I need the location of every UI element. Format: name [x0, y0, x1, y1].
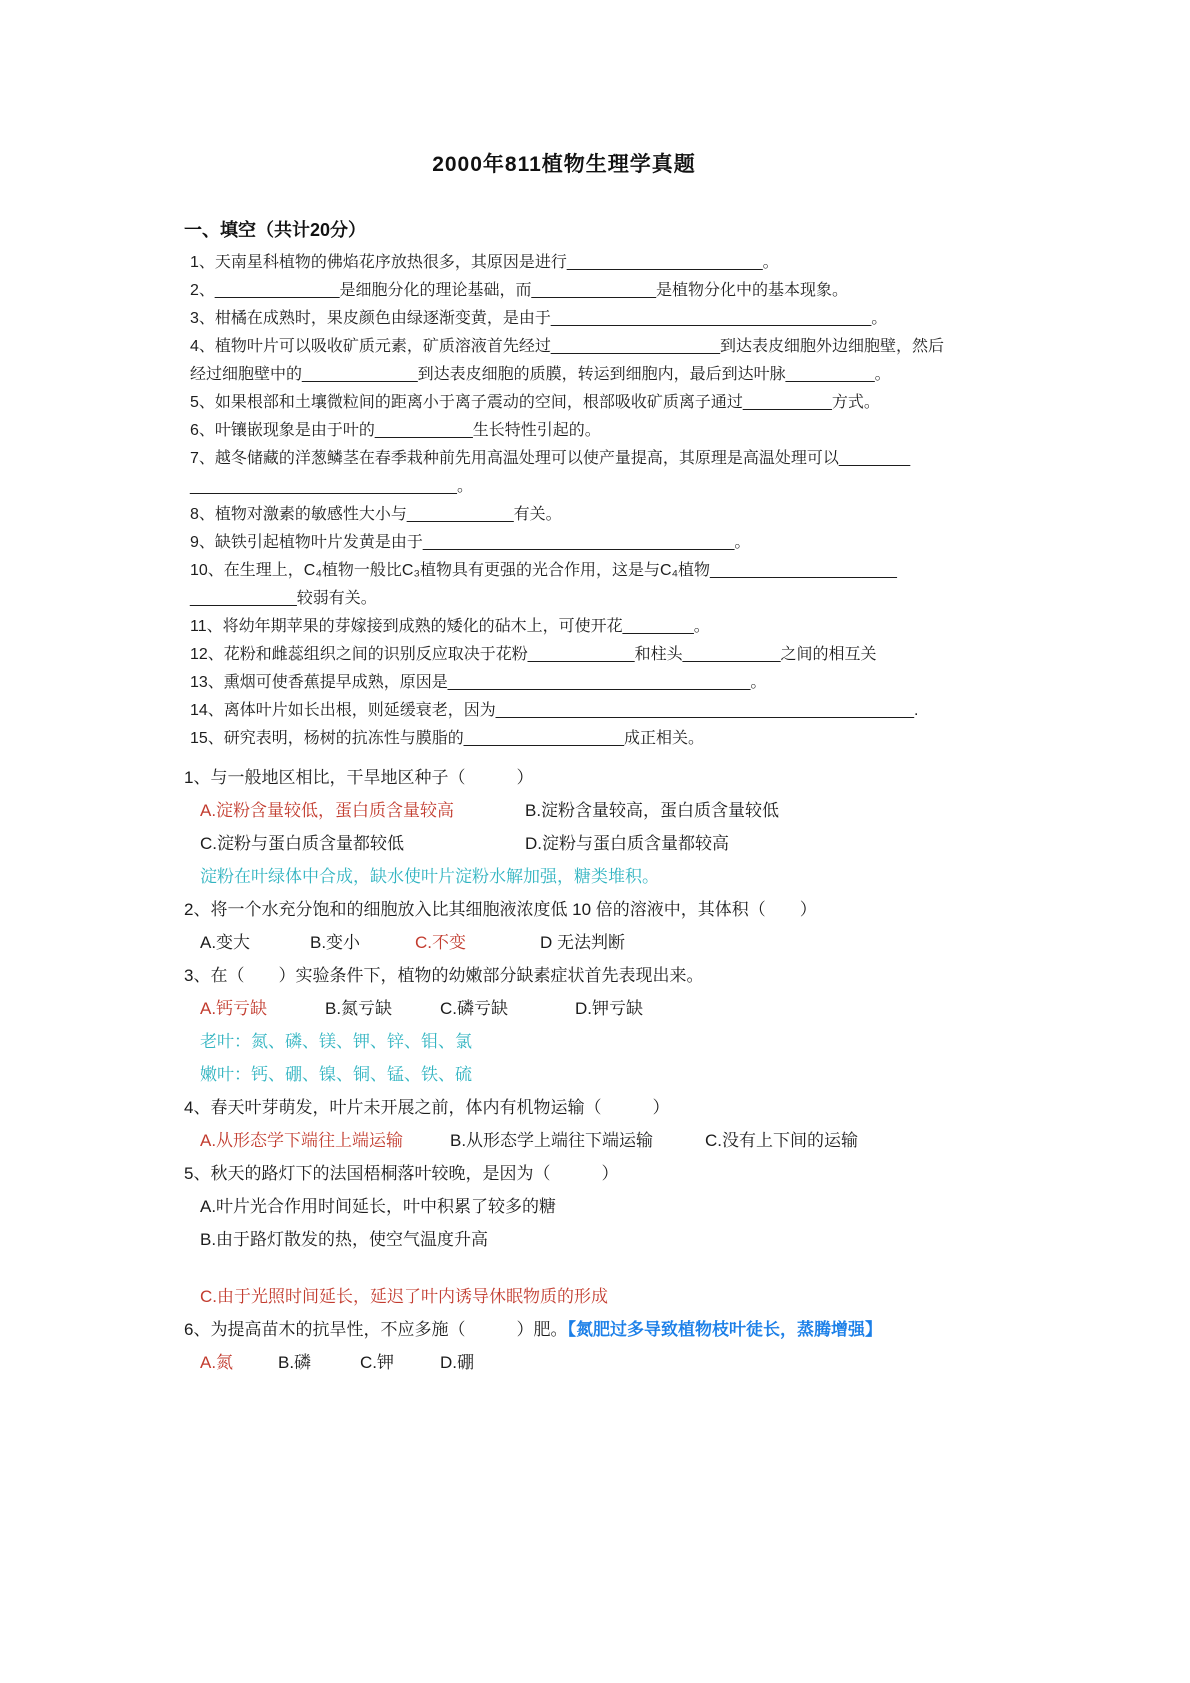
- fill-item-13: 13、熏烟可使香蕉提早成熟，原因是__________________________________。: [190, 674, 767, 691]
- mc-q4-option-b: B.从形态学上端往下端运输: [450, 1131, 654, 1150]
- mc-q4-option-a: A.从形态学下端往上端运输: [200, 1131, 404, 1150]
- fill-item-7-line-2: ______________________________。: [190, 478, 473, 495]
- fill-item-5: 5、如果根部和土壤微粒间的距离小于离子震动的空间，根部吸收矿质离子通过__________方式。: [190, 394, 880, 411]
- mc-q4-stem: 4、春天叶芽萌发，叶片未开展之前，体内有机物运输（ ）: [184, 1098, 670, 1117]
- mc-q6-stem: 6、为提高苗木的抗旱性，不应多施（ ）肥。: [184, 1320, 568, 1339]
- mc-q4-options-row: [184, 1124, 944, 1157]
- fill-item-6: 6、叶镶嵌现象是由于叶的___________生长特性引起的。: [190, 422, 601, 439]
- mc-q2-option-c: C.不变: [415, 933, 466, 952]
- mc-q3-stem: 3、在（ ）实验条件下，植物的幼嫩部分缺素症状首先表现出来。: [184, 966, 704, 985]
- fill-item-9: 9、缺铁引起植物叶片发黄是由于___________________________________。: [190, 534, 751, 551]
- mc-q1-option-d: D.淀粉与蛋白质含量都较高: [525, 834, 729, 853]
- mc-q3-option-d: D.钾亏缺: [575, 999, 643, 1018]
- fill-item-12: 12、花粉和雌蕊组织之间的识别反应取决于花粉____________和柱头___________之间的相互关: [190, 646, 877, 663]
- mc-q2-option-b: B.变小: [310, 933, 361, 952]
- fill-item-3: 3、柑橘在成熟时，果皮颜色由绿逐渐变黄，是由于____________________________________。: [190, 310, 888, 327]
- fill-item-14: 14、离体叶片如长出根，则延缓衰老，因为_______________________________________________.: [190, 702, 919, 719]
- mc-q3-note-old-leaves: 老叶：氮、磷、镁、钾、锌、钼、氯: [200, 1032, 472, 1051]
- mc-q2-option-a: A.变大: [200, 933, 251, 952]
- mc-q1-options-row-1: [184, 794, 944, 827]
- section-1-heading: 一、填空（共计20分）: [184, 220, 367, 240]
- fill-item-7-line-1: 7、越冬储藏的洋葱鳞茎在春季栽种前先用高温处理可以使产量提高，其原理是高温处理可以________: [190, 450, 911, 467]
- mc-q2-option-d: D 无法判断: [540, 933, 625, 952]
- mc-q6-option-a: A.氮: [200, 1353, 234, 1372]
- mc-q3-options-row: [184, 992, 944, 1025]
- doc-title: 2000年811植物生理学真题: [432, 153, 696, 176]
- mc-q1-option-c: C.淀粉与蛋白质含量都较低: [200, 834, 404, 853]
- mc-q2-options-row: [184, 926, 944, 959]
- mc-q6-option-b: B.磷: [278, 1353, 312, 1372]
- document-content: [184, 150, 944, 1379]
- mc-q3-note-young-leaves: 嫩叶：钙、硼、镍、铜、锰、铁、硫: [200, 1065, 472, 1084]
- fill-item-10-line-2: ____________较弱有关。: [190, 590, 377, 607]
- fill-item-4-line-1: 4、植物叶片可以吸收矿质元素，矿质溶液首先经过___________________到达表皮细胞外边细胞壁，然后: [190, 338, 944, 355]
- mc-q3-option-b: B.氮亏缺: [325, 999, 393, 1018]
- mc-q5-option-c: C.由于光照时间延长，延迟了叶内诱导休眠物质的形成: [200, 1287, 608, 1306]
- mc-q6-options-row: [184, 1346, 944, 1379]
- mc-q3-option-c: C.磷亏缺: [440, 999, 508, 1018]
- fill-item-10-line-1: 10、在生理上，C₄植物一般比C₃植物具有更强的光合作用，这是与C₄植物_____________________: [190, 562, 897, 579]
- fill-item-1: 1、天南星科植物的佛焰花序放热很多，其原因是进行______________________。: [190, 254, 779, 271]
- mc-q1-stem: 1、与一般地区相比，干旱地区种子（ ）: [184, 768, 534, 787]
- mc-q1-option-b: B.淀粉含量较高，蛋白质含量较低: [525, 801, 780, 820]
- mc-q5-option-b: B.由于路灯散发的热，使空气温度升高: [200, 1230, 489, 1249]
- mc-q1-answer-note: 淀粉在叶绿体中合成，缺水使叶片淀粉水解加强，糖类堆积。: [200, 867, 659, 886]
- fill-item-4-line-2: 经过细胞壁中的_____________到达表皮细胞的质膜，转运到细胞内，最后到达叶脉__________。: [190, 366, 891, 383]
- mc-q1-options-row-2: [184, 827, 944, 860]
- mc-q6-option-c: C.钾: [360, 1353, 394, 1372]
- fill-item-2: 2、______________是细胞分化的理论基础，而______________是植物分化中的基本现象。: [190, 282, 849, 299]
- multiple-choice-section: [184, 761, 944, 1379]
- fill-in-blank-section: [184, 249, 944, 753]
- mc-q5-stem: 5、秋天的路灯下的法国梧桐落叶较晚，是因为（ ）: [184, 1164, 619, 1183]
- fill-item-15: 15、研究表明，杨树的抗冻性与膜脂的__________________成正相关。: [190, 730, 704, 747]
- mc-q3-option-a: A.钙亏缺: [200, 999, 268, 1018]
- fill-item-8: 8、植物对激素的敏感性大小与____________有关。: [190, 506, 562, 523]
- mc-q6-option-d: D.硼: [440, 1353, 474, 1372]
- mc-q1-option-a: A.淀粉含量较低，蛋白质含量较高: [200, 801, 455, 820]
- mc-q6-answer-note: 【氮肥过多导致植物枝叶徒长，蒸腾增强】: [567, 1320, 882, 1339]
- fill-item-11: 11、将幼年期苹果的芽嫁接到成熟的矮化的砧木上，可使开花________。: [190, 618, 710, 635]
- mc-q6-stem-line: [184, 1313, 944, 1346]
- mc-q4-option-c: C.没有上下间的运输: [705, 1131, 858, 1150]
- mc-q5-option-a: A.叶片光合作用时间延长，叶中积累了较多的糖: [200, 1197, 557, 1216]
- mc-q2-stem: 2、将一个水充分饱和的细胞放入比其细胞液浓度低 10 倍的溶液中，其体积（ ）: [184, 900, 817, 919]
